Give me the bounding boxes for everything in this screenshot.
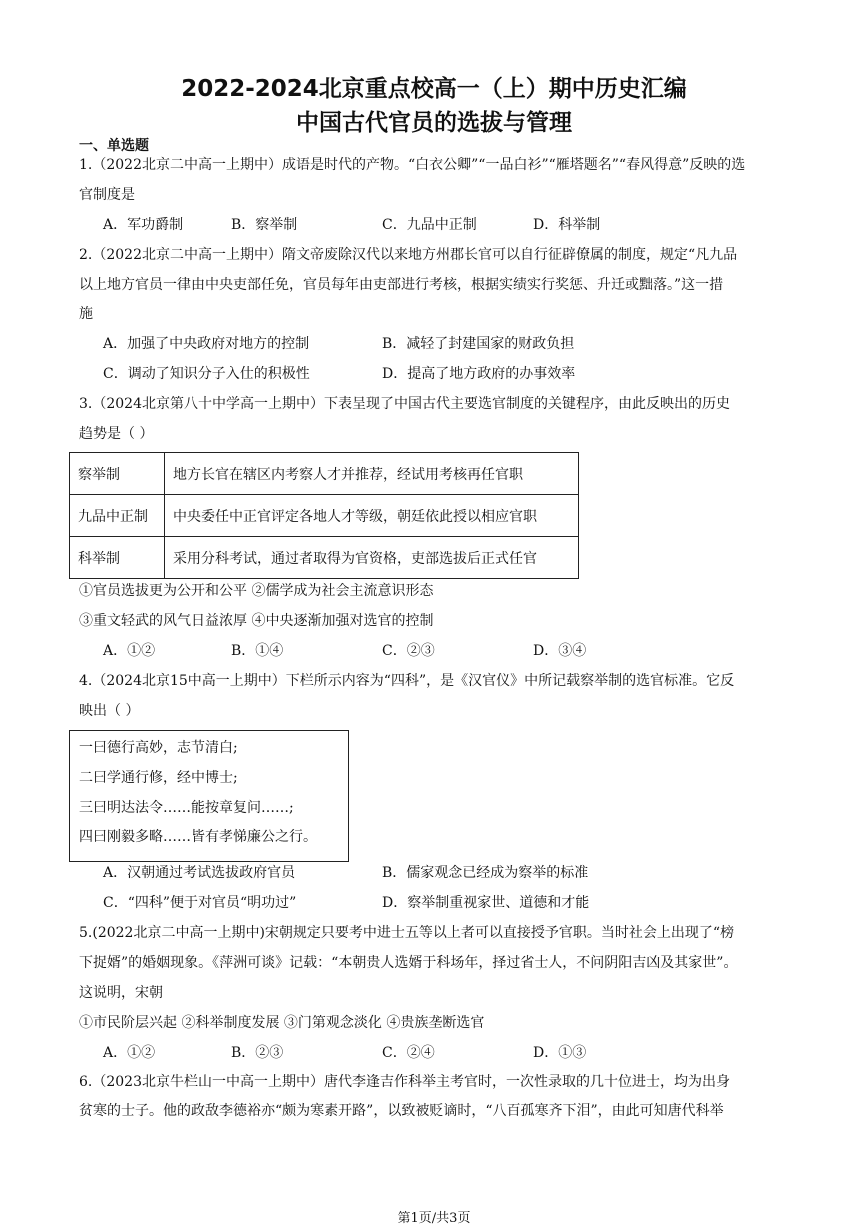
q1-stem-line-2: 官制度是 — [79, 187, 135, 203]
q4-option-c: C．“四科”便于对官员“明功过” — [103, 895, 297, 911]
q2-stem-line-1: 2.（2022北京二中高一上期中）隋文帝废除汉代以来地方州郡长官可以自行征辟僚属的制度，规定“凡九品 — [79, 247, 738, 263]
q3-statement-line-1: ①官员选拔更为公开和公平 ②儒学成为社会主流意识形态 — [79, 583, 434, 599]
table-cell-procedure: 地方长官在辖区内考察人才并推荐，经试用考核再任官职 — [165, 453, 579, 495]
q2-option-b: B．减轻了封建国家的财政负担 — [382, 336, 575, 352]
q2-stem-line-2: 以上地方官员一律由中央吏部任免，官员每年由吏部进行考核，根据实绩实行奖惩、升迁或黜落。”这一措 — [79, 277, 724, 293]
q4-quote-line: 一曰德行高妙，志节清白; — [79, 740, 238, 756]
table-cell-procedure: 中央委任中正官评定各地人才等级，朝廷依此授以相应官职 — [165, 495, 579, 537]
q3-stem-line-2: 趋势是（ ） — [79, 426, 154, 442]
q5-stem-line-2: 下捉婿”的婚姻现象。《萍洲可谈》记载：“本朝贵人选婿于科场年，择过省士人，不问阴阳吉凶及其家世”。 — [79, 955, 738, 971]
q4-option-a: A．汉朝通过考试选拔政府官员 — [103, 865, 296, 881]
table-cell-system: 察举制 — [70, 453, 165, 495]
q4-option-d: D．察举制重视家世、道德和才能 — [382, 895, 590, 911]
q4-quote-line: 四曰刚毅多略……皆有孝悌廉公之行。 — [79, 829, 317, 845]
q1-option-b: B．察举制 — [231, 217, 298, 233]
q5-option-a: A．①② — [103, 1045, 156, 1061]
q3-option-b: B．①④ — [231, 643, 284, 659]
q2-stem-line-3: 施 — [79, 306, 93, 322]
q5-stem-line-3: 这说明，宋朝 — [79, 985, 163, 1001]
q3-statement-line-2: ③重文轻武的风气日益浓厚 ④中央逐渐加强对选官的控制 — [79, 613, 434, 629]
page-footer: 第1页/共3页 — [397, 1211, 471, 1226]
table-row — [70, 495, 579, 537]
section-heading: 一、单选题 — [79, 138, 149, 154]
q3-table — [69, 452, 579, 579]
q4-quote-box — [69, 730, 349, 862]
q5-statements: ①市民阶层兴起 ②科举制度发展 ③门第观念淡化 ④贵族垄断选官 — [79, 1015, 485, 1031]
q1-option-d: D．科举制 — [533, 217, 601, 233]
table-cell-system: 科举制 — [70, 537, 165, 579]
q6-stem-line-1: 6.（2023北京牛栏山一中高一上期中）唐代李逢吉作科举主考官时，一次性录取的几十位进士，均为出身 — [79, 1074, 730, 1090]
q3-option-d: D．③④ — [533, 643, 587, 659]
q2-option-c: C．调动了知识分子入仕的积极性 — [103, 366, 310, 382]
q5-option-c: C．②④ — [382, 1045, 435, 1061]
q5-stem-line-1: 5.(2022北京二中高一上期中)宋朝规定只要考中进士五等以上者可以直接授予官职。当时社会上出现了“榜 — [79, 925, 735, 941]
q1-option-a: A．军功爵制 — [103, 217, 184, 233]
q2-option-a: A．加强了中央政府对地方的控制 — [103, 336, 310, 352]
q4-quote-line: 二曰学通行修，经中博士; — [79, 770, 238, 786]
table-row — [70, 453, 579, 495]
document-title-line-2: 中国古代官员的选拔与管理 — [296, 110, 572, 136]
table-cell-procedure: 采用分科考试，通过者取得为官资格，吏部选拔后正式任官 — [165, 537, 579, 579]
q3-option-c: C．②③ — [382, 643, 435, 659]
q5-option-b: B．②③ — [231, 1045, 284, 1061]
q2-option-d: D．提高了地方政府的办事效率 — [382, 366, 576, 382]
table-cell-system: 九品中正制 — [70, 495, 165, 537]
document-title-line-1: 2022-2024北京重点校高一（上）期中历史汇编 — [181, 76, 687, 102]
q4-stem-line-1: 4.（2024北京15中高一上期中）下栏所示内容为“四科”，是《汉官仪》中所记载察举制的选官标准。它反 — [79, 673, 735, 689]
q6-stem-line-2: 贫寒的士子。他的政敌李德裕亦“颇为寒素开路”，以致被贬谪时，“八百孤寒齐下泪”，由此可知唐代科举 — [79, 1103, 724, 1119]
q1-option-c: C．九品中正制 — [382, 217, 477, 233]
q4-stem-line-2: 映出（ ） — [79, 703, 140, 719]
q3-stem-line-1: 3.（2024北京第八十中学高一上期中）下表呈现了中国古代主要选官制度的关键程序，由此反映出的历史 — [79, 396, 730, 412]
q4-quote-line: 三曰明达法令……能按章复问……; — [79, 800, 294, 816]
q1-stem-line-1: 1.（2022北京二中高一上期中）成语是时代的产物。“白衣公卿”“一品白衫”“雁塔题名”“春风得意”反映的选 — [79, 157, 746, 173]
table-row — [70, 537, 579, 579]
q4-option-b: B．儒家观念已经成为察举的标准 — [382, 865, 589, 881]
q5-option-d: D．①③ — [533, 1045, 587, 1061]
q3-option-a: A．①② — [103, 643, 156, 659]
